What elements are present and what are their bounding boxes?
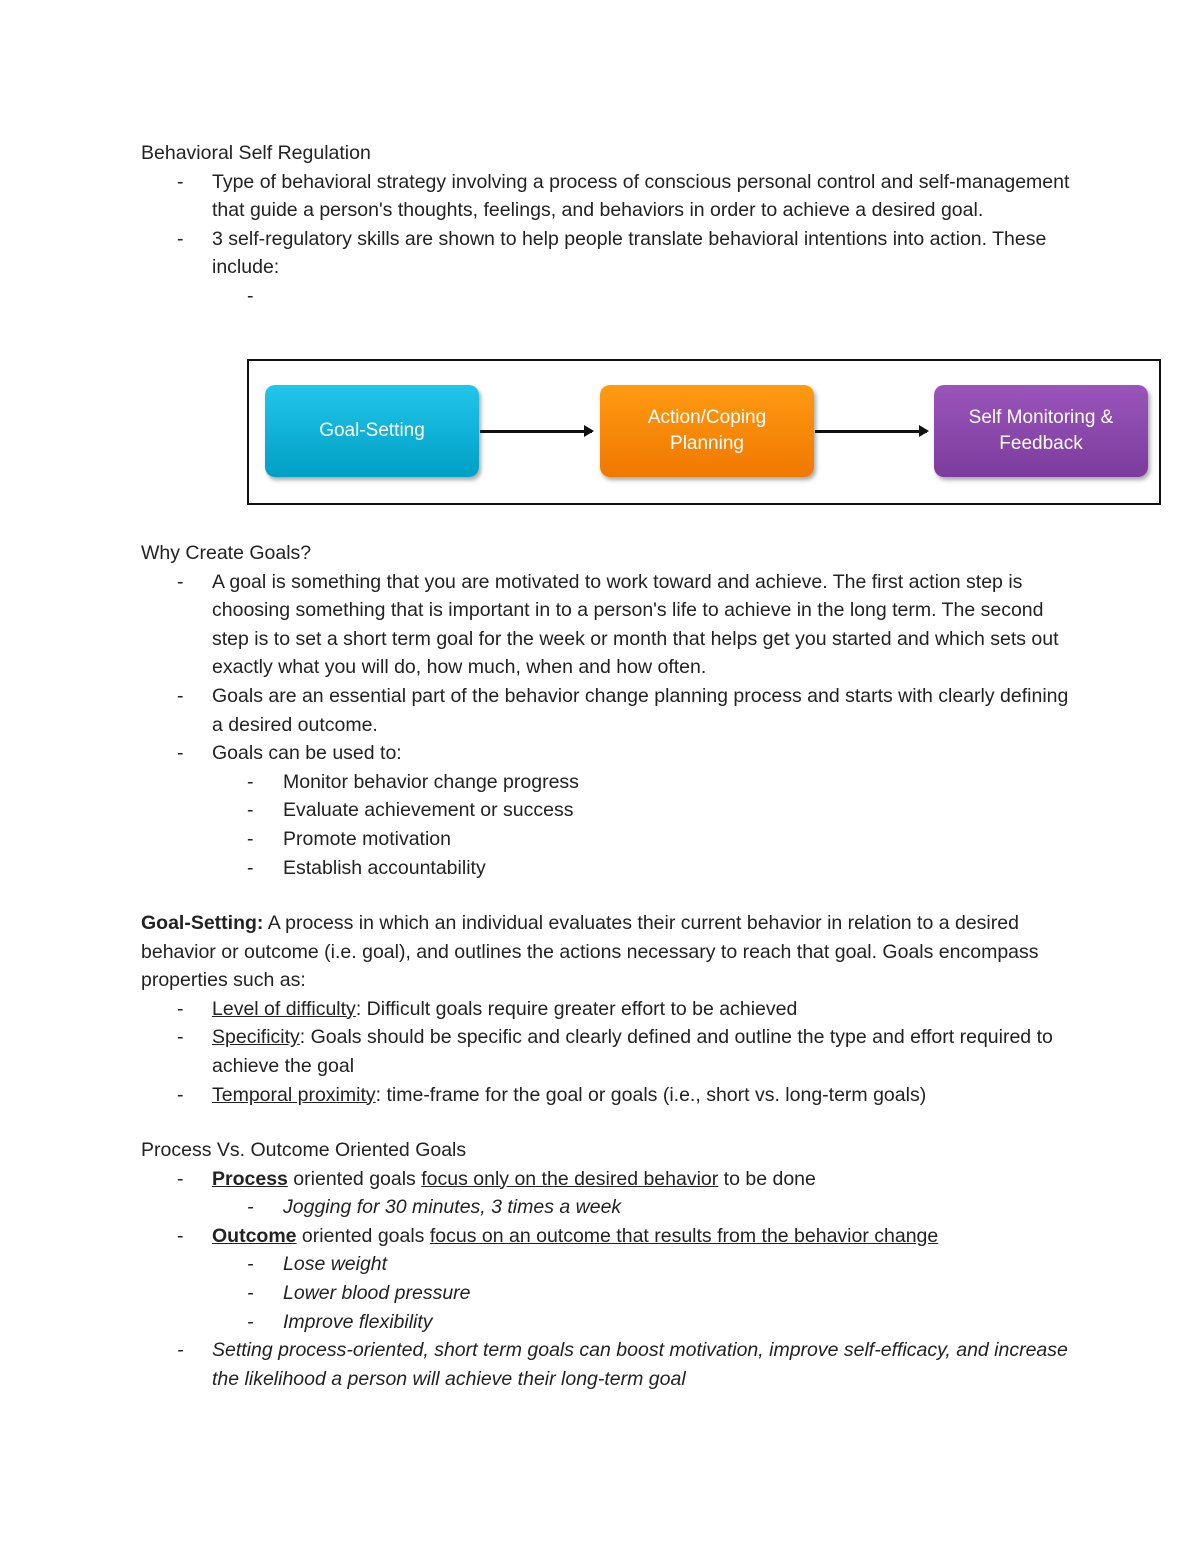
paragraph	[141, 909, 1071, 995]
property-name: Level of difficulty	[212, 997, 356, 1020]
list-item	[141, 825, 1071, 854]
list-item	[141, 1081, 1071, 1110]
underlined-text: focus only on the desired behavior	[421, 1167, 719, 1190]
property-desc: : Difficult goals require greater effort to be achieved	[355, 997, 798, 1020]
dash: -	[177, 1224, 184, 1247]
text: oriented goals	[287, 1167, 422, 1190]
dash: -	[247, 1281, 254, 1304]
section-behavioral-self-regulation	[141, 139, 1071, 311]
list-item	[141, 1308, 1071, 1337]
dash: -	[247, 1253, 254, 1276]
dash: -	[177, 1339, 184, 1362]
arrow-icon	[815, 430, 927, 433]
example: Jogging for 30 minutes, 3 times a week	[283, 1196, 622, 1219]
list-item	[141, 168, 1071, 225]
dash: -	[177, 1026, 184, 1049]
example: Improve flexibility	[283, 1310, 433, 1333]
box-self-monitoring	[934, 385, 1148, 477]
list-item	[141, 682, 1071, 739]
dash: -	[247, 284, 254, 307]
item-text: A goal is something that you are motivated to work toward and achieve. The first action step is choosing something that is important in to a person's life to achieve in the long term. The second step is to set a short term goal for the week or month that helps get you started and which sets out exactly what you will do, how much, when and how often.	[212, 570, 1059, 679]
property-name: Temporal proximity	[212, 1083, 376, 1106]
property-name: Specificity	[212, 1026, 300, 1049]
list-item	[141, 796, 1071, 825]
list-item	[141, 1193, 1071, 1222]
list-item	[141, 1023, 1071, 1080]
dash: -	[177, 1167, 184, 1190]
dash: -	[247, 770, 254, 793]
dash: -	[177, 570, 184, 593]
list-item	[141, 1279, 1071, 1308]
section-goal-setting	[141, 909, 1071, 1109]
dash: -	[177, 227, 184, 250]
list-item	[141, 739, 1071, 768]
dash: -	[177, 170, 184, 193]
list-item	[141, 1165, 1071, 1194]
dash: -	[247, 856, 254, 879]
example: Lose weight	[283, 1253, 388, 1276]
item-text: 3 self-regulatory skills are shown to help people translate behavioral intentions into action. These include:	[212, 227, 1047, 279]
dash: -	[247, 1196, 254, 1219]
item-text: Promote motivation	[283, 827, 451, 850]
dash: -	[247, 827, 254, 850]
heading: Process Vs. Outcome Oriented Goals	[141, 1139, 467, 1161]
list-item	[141, 1222, 1071, 1251]
dash: -	[177, 997, 184, 1020]
underlined-text: focus on an outcome that results from the behavior change	[429, 1224, 939, 1247]
example: Lower blood pressure	[283, 1281, 471, 1304]
term: Outcome	[212, 1224, 297, 1247]
text: to be done	[718, 1167, 816, 1190]
box-label: Action/Coping Planning	[647, 407, 767, 454]
definition: A process in which an individual evaluates their current behavior in relation to a desired behavior or outcome (i.e. goal), and outlines the actions necessary to reach that goal. Goals encompass properties such as:	[141, 912, 1039, 992]
list-item	[141, 768, 1071, 797]
dash: -	[247, 799, 254, 822]
dash: -	[177, 684, 184, 707]
text: oriented goals	[296, 1224, 430, 1247]
heading: Why Create Goals?	[141, 542, 312, 564]
box-label: Self Monitoring & Feedback	[968, 407, 1114, 454]
heading: Behavioral Self Regulation	[141, 142, 371, 164]
property-desc: : time-frame for the goal or goals (i.e., short vs. long-term goals)	[375, 1083, 927, 1106]
dash: -	[247, 1310, 254, 1333]
term: Goal-Setting:	[141, 912, 264, 934]
item-text: Monitor behavior change progress	[283, 770, 579, 793]
box-goal-setting: Goal-Setting	[265, 385, 479, 477]
section-why-create-goals	[141, 539, 1071, 882]
term: Process	[212, 1167, 288, 1190]
box-action-coping-planning	[600, 385, 814, 477]
list-item	[141, 995, 1071, 1024]
item-text: Establish accountability	[283, 856, 486, 879]
property-desc: : Goals should be specific and clearly defined and outline the type and effort required to achieve the goal	[212, 1026, 1053, 1077]
item-text: Setting process-oriented, short term goals can boost motivation, improve self-efficacy, and increase the likelihood a person will achieve their long-term goal	[212, 1339, 1068, 1390]
arrow-icon	[480, 430, 592, 433]
flow-diagram	[247, 359, 1161, 505]
dash: -	[177, 742, 184, 765]
item-text: Type of behavioral strategy involving a process of conscious personal control and self-management that guide a person's thoughts, feelings, and behaviors in order to achieve a desired goal.	[212, 170, 1070, 222]
section-process-vs-outcome	[141, 1136, 1071, 1393]
list-item	[141, 1250, 1071, 1279]
list-item	[141, 568, 1071, 682]
list-item	[141, 1336, 1071, 1393]
list-item	[141, 225, 1071, 282]
item-text: Goals can be used to:	[212, 742, 402, 765]
dash: -	[177, 1083, 184, 1106]
item-text: Evaluate achievement or success	[283, 799, 574, 822]
item-text: Goals are an essential part of the behavior change planning process and starts with clearly defining a desired outcome.	[212, 684, 1069, 736]
list-item	[141, 282, 1071, 311]
list-item	[141, 854, 1071, 883]
